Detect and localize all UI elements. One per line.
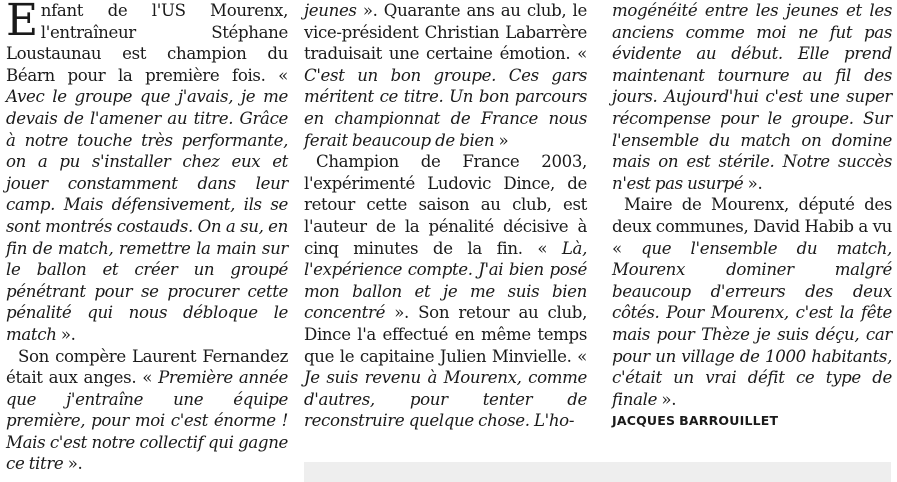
drop-cap: E [6,0,38,46]
text: nfant de l'US Mourenx, l'entraîneur Stéphane Loustaunau est champion du Béarn pour la première fois. « [6,1,288,85]
quote: C'est un bon groupe. Ces gars méritent ce titre. Un bon parcours en championnat de France nous ferait beaucoup de bien [304,65,587,150]
text: ». [657,389,677,409]
sidebar-box-top [304,462,891,482]
quote: Là, l'expérience compte. J'ai bien posé mon ballon et je me suis bien concentré [304,238,587,323]
article-column-2 [304,0,587,432]
paragraph [612,194,892,410]
paragraph-intro [6,0,288,346]
text: ». [63,454,83,474]
quote: mogénéité entre les jeunes et les anciens comme moi ne fut pas évidente au début. Elle prend maintenant tournure au fil des jours. Aujourd'hui c'est une super récompense pour le groupe. Sur l'ensemble du match on domine mais on est stérile. Notre succès n'est pas usurpé [612,1,892,193]
quote: Je suis revenu à Mourenx, comme d'autres, pour tenter de reconstruire quelque chose. L'ho- [304,368,587,431]
quote: Première année que j'entraîne une équipe première, pour moi c'est énorme ! Mais c'est notre collectif qui gagne ce titre [6,368,289,474]
article-column-3 [612,0,892,432]
text: Champion de France 2003, l'expérimenté Ludovic Dince, de retour cette saison au club, est l'auteur de la pénalité décisive à cinq minutes de la fin. « [304,152,587,258]
text: ». Quarante ans au club, le vice-président Christian Labarrère traduisait une certaine émotion. « [304,1,587,64]
paragraph [6,346,288,476]
paragraph-continued [304,0,587,151]
text: Son compère Laurent Fernandez était aux anges. « [6,346,288,388]
paragraph-continued [612,0,892,194]
text: ». [743,173,763,193]
quote: jeunes [304,1,357,20]
text: Maire de Mourenx, député des deux communes, David Habib a vu « [612,195,892,258]
quote: que l'ensemble du match, Mourenx dominer malgré beaucoup d'erreurs des deux côtés. Pour Mourenx, c'est la fête mais pour Thèze je suis déçu, car pour un village de 1000 habitants, c'était un vrai défit ce type de finale [612,238,892,409]
text: ». [56,324,76,344]
text: ». Son retour au club, Dince l'a effectué en même temps que le capitaine Julien Minvielle. « [304,303,587,366]
article-column-1 [6,0,288,475]
quote: Avec le groupe que j'avais, je me devais de l'amener au titre. Grâce à notre touche très performante, on a pu s'installer chez eux et jouer constamment dans leur camp. Mais défensivement, ils se sont montrés costauds. On a su, en fin de match, remettre la main sur le ballon et créer un groupé pénétrant pour se procurer cette pénalité qui nous débloque le match [6,87,288,344]
text: » [494,130,509,150]
paragraph [304,151,587,432]
author-signature: JACQUES BARROUILLET [612,413,779,429]
